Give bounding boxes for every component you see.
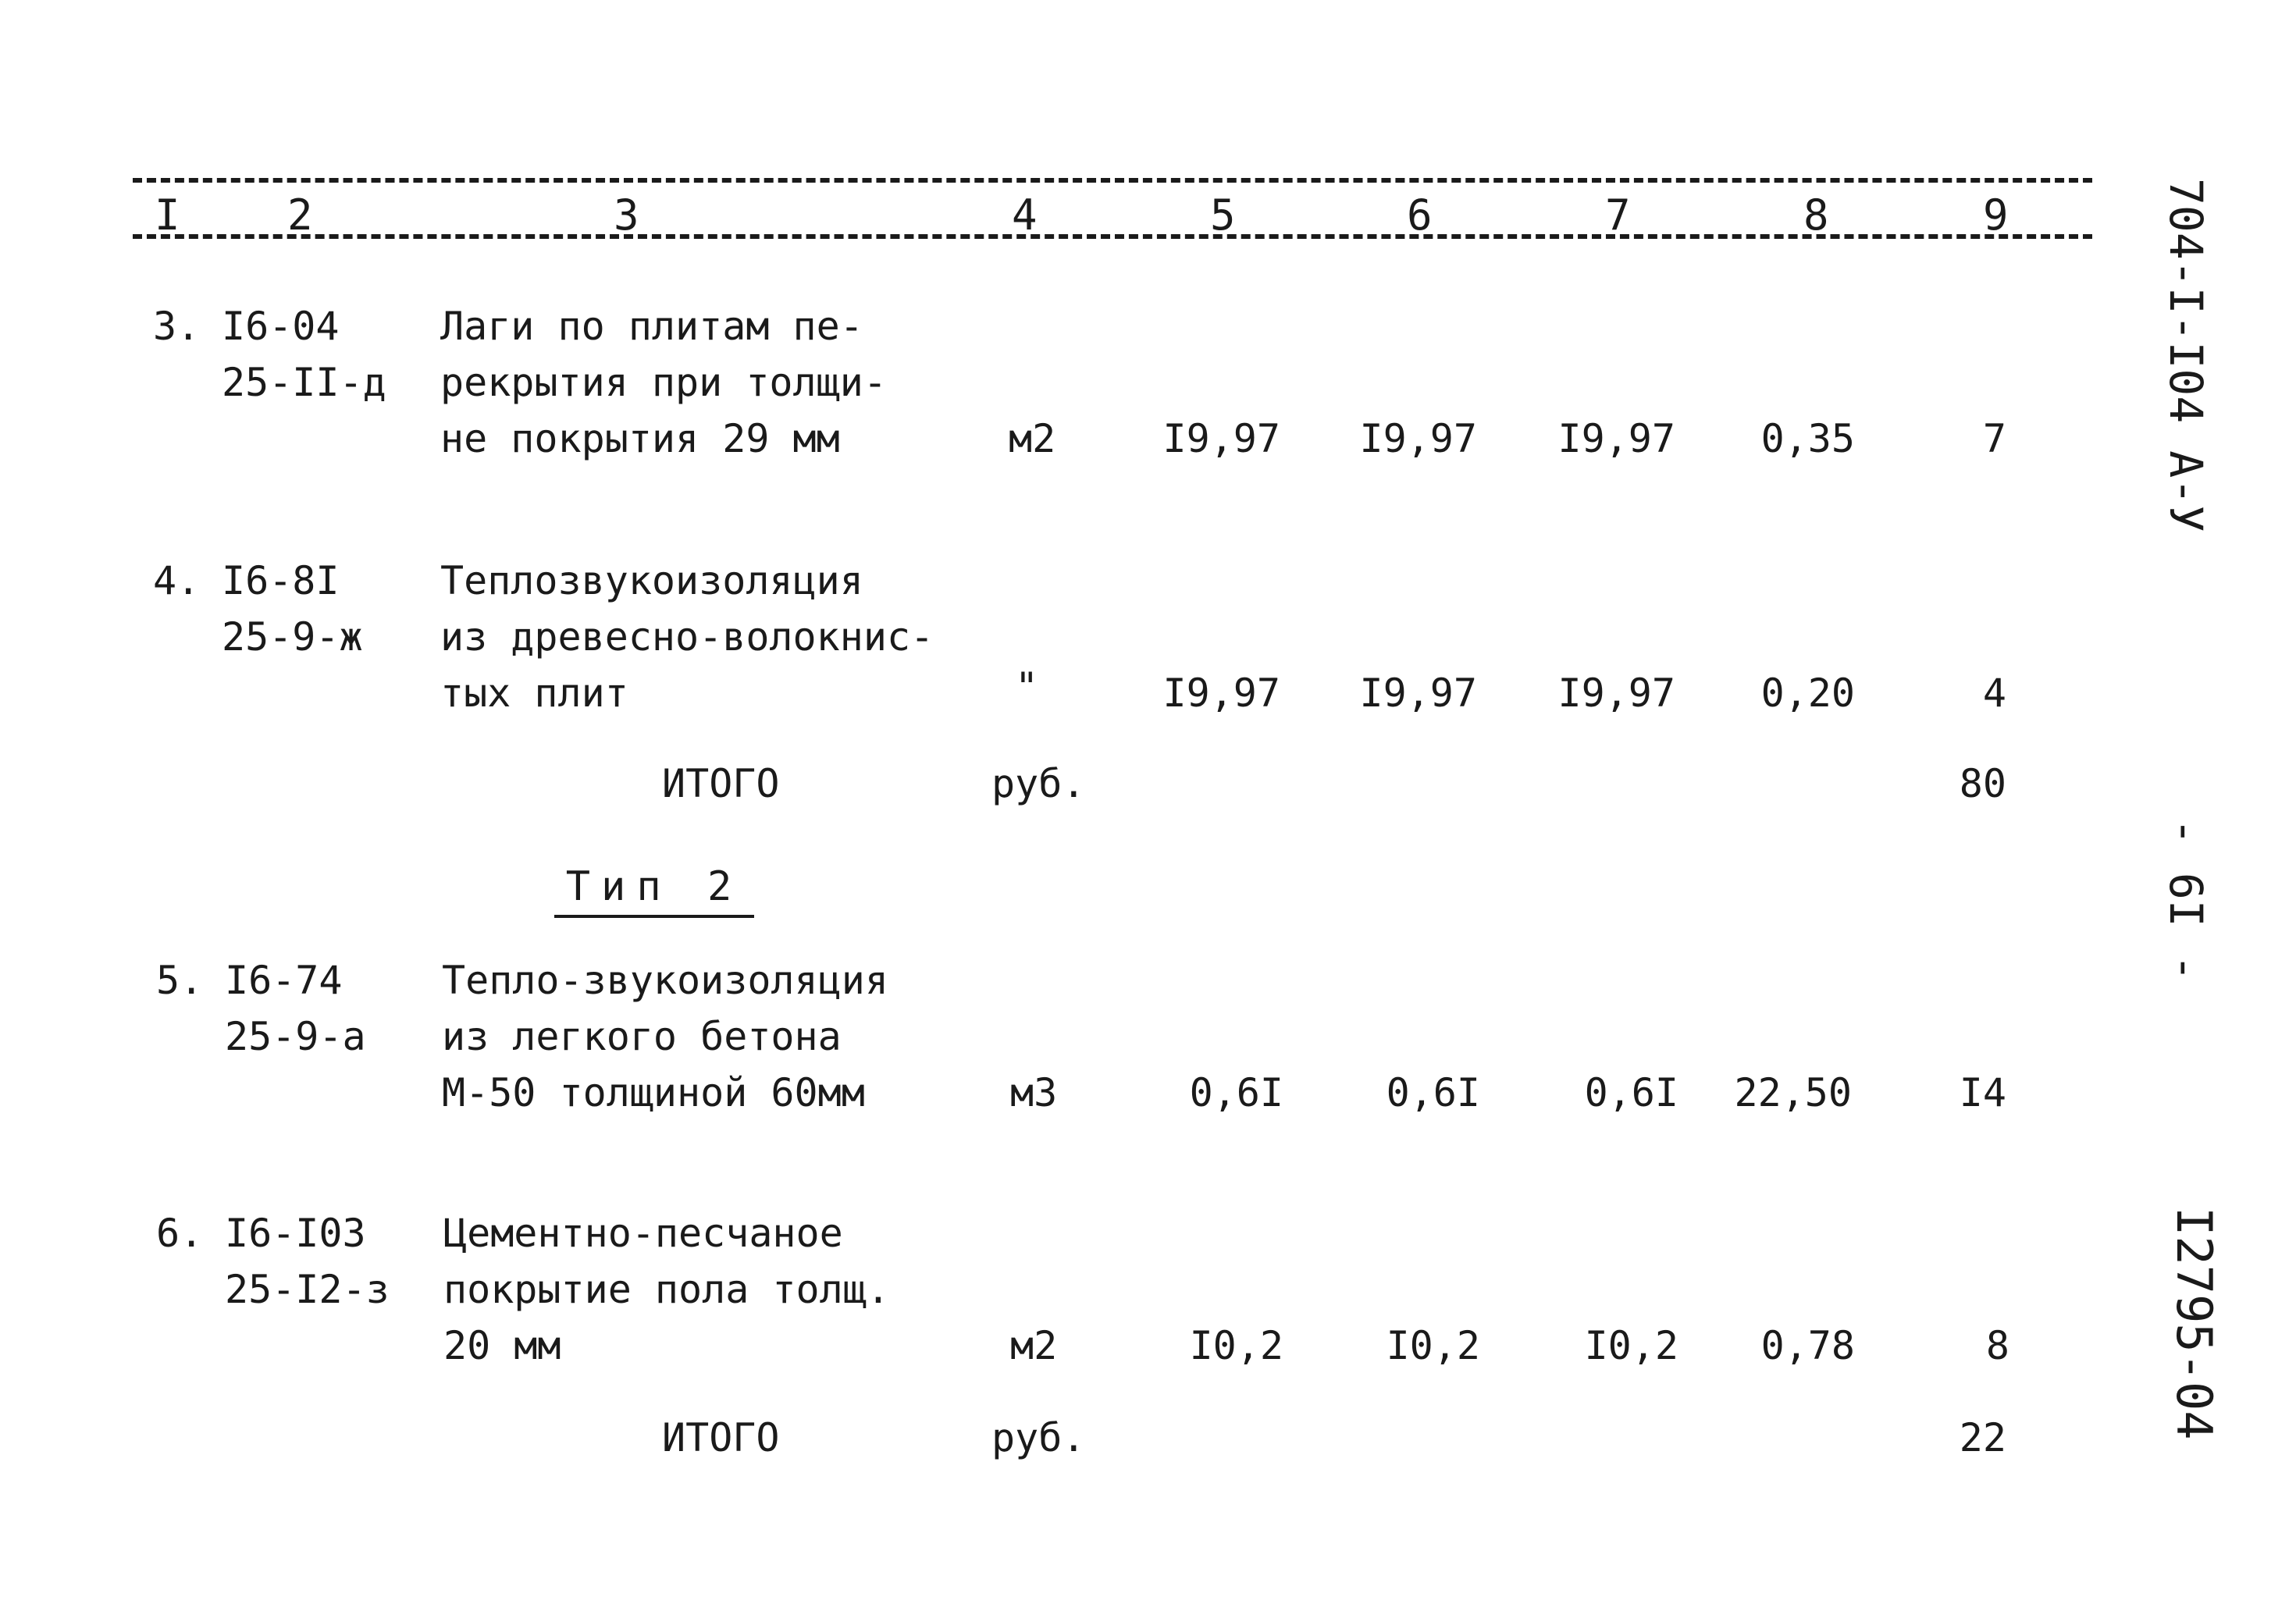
column-header-7: 7 — [1605, 190, 1631, 240]
section-title-underline — [554, 915, 754, 918]
total-value: 80 — [1959, 761, 2006, 806]
norm-code: I6-74 — [225, 958, 343, 1003]
value-col-9: I4 — [1959, 1070, 2006, 1115]
header-bottom-rule — [133, 234, 2092, 239]
norm-code: I6-8I — [222, 558, 340, 603]
value-col-6: I9,97 — [1359, 670, 1477, 716]
price-code: 25-9-а — [225, 1014, 366, 1059]
price-code: 25-I2-з — [225, 1267, 390, 1312]
description-line: Теплозвукоизоляция — [440, 558, 863, 603]
unit-ditto: " — [1015, 664, 1039, 710]
page-number-vertical: - 6I - — [2159, 818, 2212, 982]
unit: м3 — [1010, 1070, 1058, 1115]
column-header-5: 5 — [1210, 190, 1236, 240]
value-col-5: I0,2 — [1189, 1323, 1283, 1368]
document-code-vertical: 704-I-I04 А-У — [2159, 178, 2212, 532]
row-number: 4. — [153, 558, 201, 603]
row-number: 6. — [156, 1211, 204, 1256]
norm-code: I6-04 — [222, 304, 340, 349]
value-col-6: I0,2 — [1386, 1323, 1480, 1368]
value-col-9: 4 — [1982, 670, 2006, 716]
row-number: 3. — [153, 304, 201, 349]
description-line: покрытие пола толщ. — [443, 1267, 890, 1312]
value-col-8: 0,35 — [1760, 416, 1855, 461]
value-col-7: I0,2 — [1584, 1323, 1678, 1368]
value-col-8: 0,78 — [1760, 1323, 1855, 1368]
description-line: Лаги по плитам пе- — [440, 304, 863, 349]
total-label: ИТОГО — [662, 761, 780, 806]
description-line: тых плит — [440, 670, 628, 716]
column-header-3: 3 — [614, 190, 639, 240]
description-line: из древесно-волокнис- — [440, 614, 934, 660]
unit: м2 — [1009, 416, 1056, 461]
price-code: 25-II-д — [222, 360, 386, 405]
column-header-4: 4 — [1012, 190, 1038, 240]
value-col-7: 0,6I — [1584, 1070, 1678, 1115]
value-col-9: 7 — [1982, 416, 2006, 461]
description-line: не покрытия 29 мм — [440, 416, 840, 461]
total-unit: руб. — [991, 1415, 1086, 1460]
description-line: М-50 толщиной 60мм — [442, 1070, 865, 1115]
unit: м2 — [1010, 1323, 1058, 1368]
description-line: 20 мм — [443, 1323, 561, 1368]
total-unit: руб. — [991, 761, 1086, 806]
header-top-rule — [133, 178, 2092, 183]
value-col-8: 0,20 — [1760, 670, 1855, 716]
price-code: 25-9-ж — [222, 614, 363, 660]
column-header-6: 6 — [1407, 190, 1433, 240]
description-line: рекрытия при толщи- — [440, 360, 887, 405]
description-line: из легкого бетона — [442, 1014, 842, 1059]
archive-number-vertical: I2795-04 — [2166, 1207, 2223, 1440]
column-header-8: 8 — [1803, 190, 1829, 240]
norm-code: I6-I03 — [225, 1211, 366, 1256]
value-col-6: 0,6I — [1386, 1070, 1480, 1115]
description-line: Тепло-звукоизоляция — [442, 958, 888, 1003]
column-header-2: 2 — [287, 190, 313, 240]
value-col-6: I9,97 — [1359, 416, 1477, 461]
value-col-8: 22,50 — [1734, 1070, 1852, 1115]
value-col-5: I9,97 — [1162, 670, 1280, 716]
value-col-7: I9,97 — [1557, 670, 1675, 716]
total-label: ИТОГО — [662, 1415, 780, 1460]
value-col-9: 8 — [1985, 1323, 2009, 1368]
section-title: Тип 2 — [565, 863, 743, 910]
value-col-5: I9,97 — [1162, 416, 1280, 461]
column-header-1: I — [155, 190, 180, 240]
column-header-9: 9 — [1983, 190, 2009, 240]
value-col-5: 0,6I — [1189, 1070, 1283, 1115]
description-line: Цементно-песчаное — [443, 1211, 843, 1256]
total-value: 22 — [1959, 1415, 2006, 1460]
value-col-7: I9,97 — [1557, 416, 1675, 461]
row-number: 5. — [156, 958, 204, 1003]
